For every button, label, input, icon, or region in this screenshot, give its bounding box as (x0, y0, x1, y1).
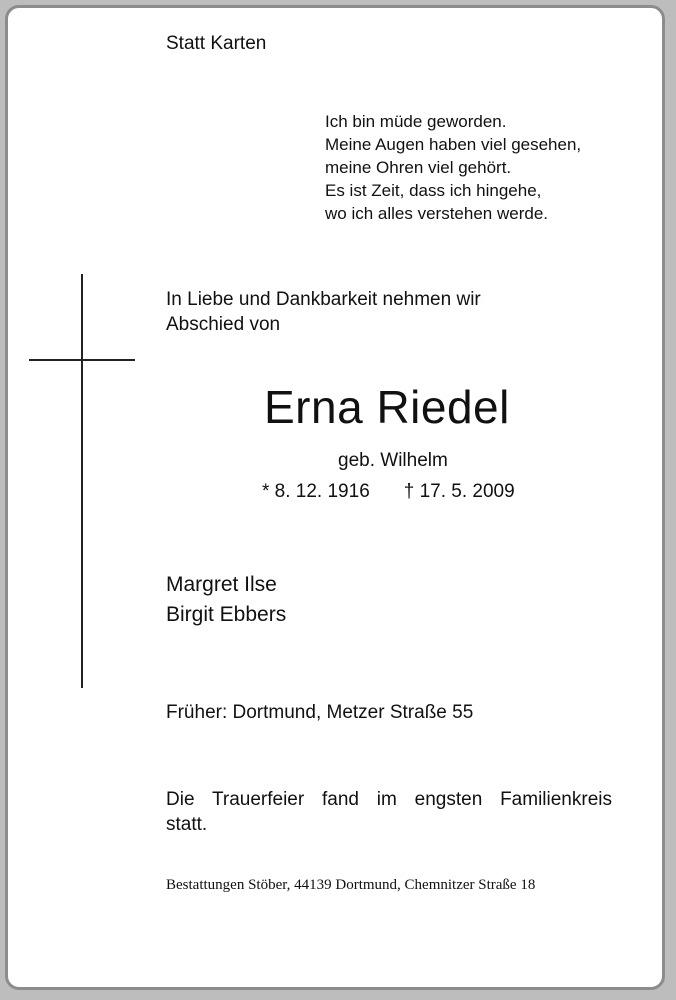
statt-karten-label: Statt Karten (166, 33, 267, 54)
mourners-list (166, 570, 286, 630)
birth-name: geb. Wilhelm (338, 450, 448, 471)
deceased-name: Erna Riedel (264, 381, 510, 433)
poem-line: Ich bin müde geworden. (325, 112, 507, 131)
poem-line: meine Ohren viel gehört. (325, 158, 512, 177)
mourner-name: Margret Ilse (166, 573, 277, 596)
undertaker-info: Bestattungen Stöber, 44139 Dortmund, Chemnitzer Straße 18 (166, 877, 536, 893)
birth-date: * 8. 12. 1916 (262, 481, 370, 502)
mourner-name: Birgit Ebbers (166, 603, 287, 626)
former-address: Früher: Dortmund, Metzer Straße 55 (166, 702, 474, 723)
cross-icon-horizontal-bar (29, 359, 135, 361)
funeral-note-line: statt. (166, 814, 208, 835)
poem-line: wo ich alles verstehen werde. (325, 204, 549, 223)
funeral-note (166, 787, 612, 837)
poem-line: Meine Augen haben viel gesehen, (325, 135, 582, 154)
intro-line: Abschied von (166, 314, 281, 335)
poem (325, 110, 581, 225)
death-date: † 17. 5. 2009 (403, 481, 515, 502)
poem-line: Es ist Zeit, dass ich hingehe, (325, 181, 542, 200)
intro-text (166, 287, 481, 337)
cross-icon-vertical-bar (81, 274, 83, 688)
funeral-note-line: Die Trauerfeier fand im engsten Familienkreis (166, 789, 612, 810)
life-dates (262, 481, 515, 503)
intro-line: In Liebe und Dankbarkeit nehmen wir (166, 289, 481, 310)
